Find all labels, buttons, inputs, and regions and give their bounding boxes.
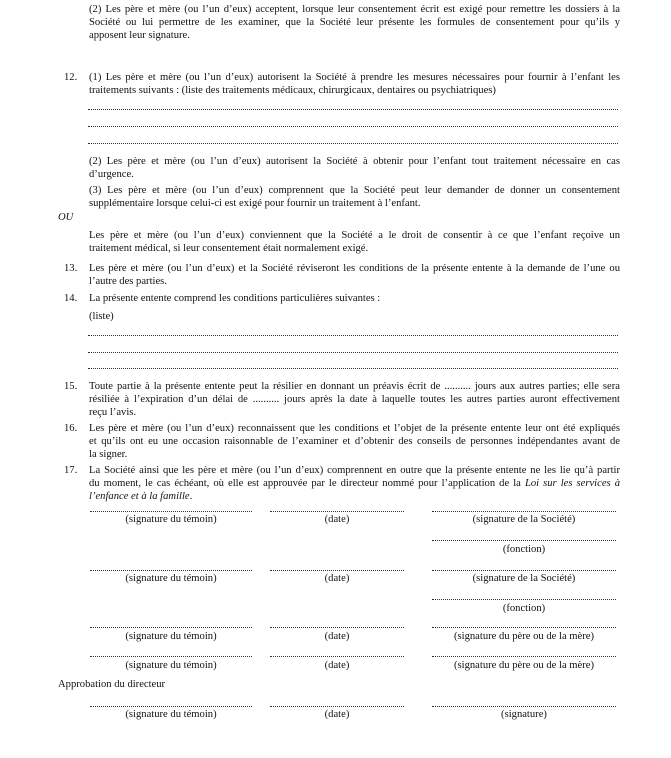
society-signature-caption: (signature de la Société)	[472, 573, 576, 584]
clause-17	[89, 464, 620, 503]
line: résiliée à l’expiration d’un délai de .......... jours après la date à laquelle toutes les autres parties auront effectivement	[89, 394, 620, 405]
line	[89, 490, 620, 503]
clause-number-13: 13.	[64, 263, 78, 274]
or-label: OU	[58, 212, 74, 223]
law-title: l’enfance et à la famille	[89, 491, 190, 502]
parent-signature-caption: (signature du père ou de la mère)	[453, 631, 594, 642]
clause-number-17: 17.	[64, 465, 78, 476]
clause-number-12: 12.	[64, 72, 78, 83]
line: traitements suivants : (liste des traitements médicaux, chirurgicaux, dentaires ou psychiatriques)	[89, 85, 496, 96]
date-line[interactable]	[270, 706, 404, 707]
clause-12-2	[89, 155, 620, 181]
clause-12-3	[89, 184, 620, 210]
line-text: .	[189, 491, 193, 502]
line: (liste)	[89, 311, 114, 322]
clause-number-16: 16.	[64, 423, 78, 434]
fill-in-line[interactable]	[88, 352, 618, 353]
fill-in-line[interactable]	[88, 109, 618, 110]
line: Toute partie à la présente entente peut la résilier en donnant un préavis écrit de .......... jours aux autres parties; elle sera	[89, 381, 620, 392]
society-signature-line[interactable]	[432, 570, 616, 571]
clause-14-list-label	[89, 310, 189, 323]
director-approval-label: Approbation du directeur	[58, 679, 166, 690]
parent-signature-caption: (signature du père ou de la mère)	[453, 660, 594, 671]
witness-signature-line[interactable]	[90, 706, 252, 707]
clause-number-14: 14.	[64, 293, 78, 304]
law-title: Loi sur les services à	[524, 478, 620, 489]
witness-signature-caption: (signature du témoin)	[125, 709, 217, 720]
fill-in-line[interactable]	[88, 335, 618, 336]
date-caption: (date)	[324, 660, 350, 671]
fill-in-line[interactable]	[88, 143, 618, 144]
date-line[interactable]	[270, 656, 404, 657]
parent-signature-line[interactable]	[432, 656, 616, 657]
witness-signature-line[interactable]	[90, 656, 252, 657]
witness-signature-line[interactable]	[90, 627, 252, 628]
clause-14	[89, 292, 620, 305]
fill-in-line[interactable]	[88, 368, 618, 369]
date-caption: (date)	[324, 573, 350, 584]
line-text: du moment, le cas échéant, où elle est approuvée par le directeur nommé pour l’application de la	[89, 478, 525, 489]
witness-signature-line[interactable]	[90, 511, 252, 512]
parent-signature-line[interactable]	[432, 627, 616, 628]
witness-signature-caption: (signature du témoin)	[125, 573, 217, 584]
line: La Société ainsi que les père et mère (ou l’un d’eux) comprennent en outre que la présente entente ne les lie qu’à partir	[89, 465, 620, 476]
line: (1) Les père et mère (ou l’un d’eux) autorisent la Société à prendre les mesures nécessaires pour fournir à l’enfant les	[89, 72, 620, 83]
line: (2) Les père et mère (ou l’un d’eux) autorisent la Société à obtenir pour l’enfant tout traitement nécessaire en cas	[89, 156, 620, 167]
clause-15	[89, 380, 620, 419]
line: reçu l’avis.	[89, 407, 137, 418]
fill-in-line[interactable]	[88, 126, 618, 127]
date-caption: (date)	[324, 631, 350, 642]
date-line[interactable]	[270, 570, 404, 571]
clause-16	[89, 422, 620, 461]
line: d’urgence.	[89, 169, 134, 180]
line	[89, 477, 620, 490]
date-line[interactable]	[270, 627, 404, 628]
line: Société ou lui permettre de les examiner, que la Société leur présente les formules de consentement pour qu’ils y	[89, 17, 620, 28]
society-signature-line[interactable]	[432, 511, 616, 512]
line: l’autre des parties.	[89, 276, 167, 287]
line: apposent leur signature.	[89, 30, 190, 41]
line: Les père et mère (ou l’un d’eux) conviennent que la Société a le droit de consentir à ce que l’enfant reçoive un	[89, 230, 620, 241]
date-line[interactable]	[270, 511, 404, 512]
line: La présente entente comprend les conditions particulières suivantes :	[89, 293, 381, 304]
clause-number-15: 15.	[64, 381, 78, 392]
line: la signer.	[89, 449, 128, 460]
line: supplémentaire lorsque celui-ci est exigé pour fournir un traitement à l’enfant.	[89, 198, 421, 209]
line: (2) Les père et mère (ou l’un d’eux) acceptent, lorsque leur consentement écrit est exigé pour remettre les dossiers à la	[89, 4, 620, 15]
line: Les père et mère (ou l’un d’eux) reconnaissent que les conditions et l’objet de la présente entente leur ont été expliqués	[89, 423, 620, 434]
witness-signature-caption: (signature du témoin)	[125, 514, 217, 525]
line: Les père et mère (ou l’un d’eux) et la Société réviseront les conditions de la présente entente à la demande de l’une ou	[89, 263, 620, 274]
clause-12-1	[89, 71, 620, 97]
clause-11-2	[89, 3, 620, 42]
society-signature-caption: (signature de la Société)	[472, 514, 576, 525]
witness-signature-caption: (signature du témoin)	[125, 631, 217, 642]
director-signature-line[interactable]	[432, 706, 616, 707]
witness-signature-caption: (signature du témoin)	[125, 660, 217, 671]
line: (3) Les père et mère (ou l’un d’eux) comprennent que la Société peut leur demander de donner un consentement	[89, 185, 620, 196]
clause-13	[89, 262, 620, 288]
line: traitement médical, si leur consentement était normalement exigé.	[89, 243, 369, 254]
function-caption: (fonction)	[502, 603, 546, 614]
line: et qu’ils ont eu une occasion raisonnable de l’examiner et d’obtenir des conseils de personnes indépendantes avant de	[89, 436, 620, 447]
date-caption: (date)	[324, 514, 350, 525]
witness-signature-line[interactable]	[90, 570, 252, 571]
date-caption: (date)	[324, 709, 350, 720]
function-line[interactable]	[432, 599, 616, 600]
director-signature-caption: (signature)	[501, 709, 547, 720]
function-line[interactable]	[432, 540, 616, 541]
function-caption: (fonction)	[502, 544, 546, 555]
clause-alternative	[89, 229, 620, 255]
